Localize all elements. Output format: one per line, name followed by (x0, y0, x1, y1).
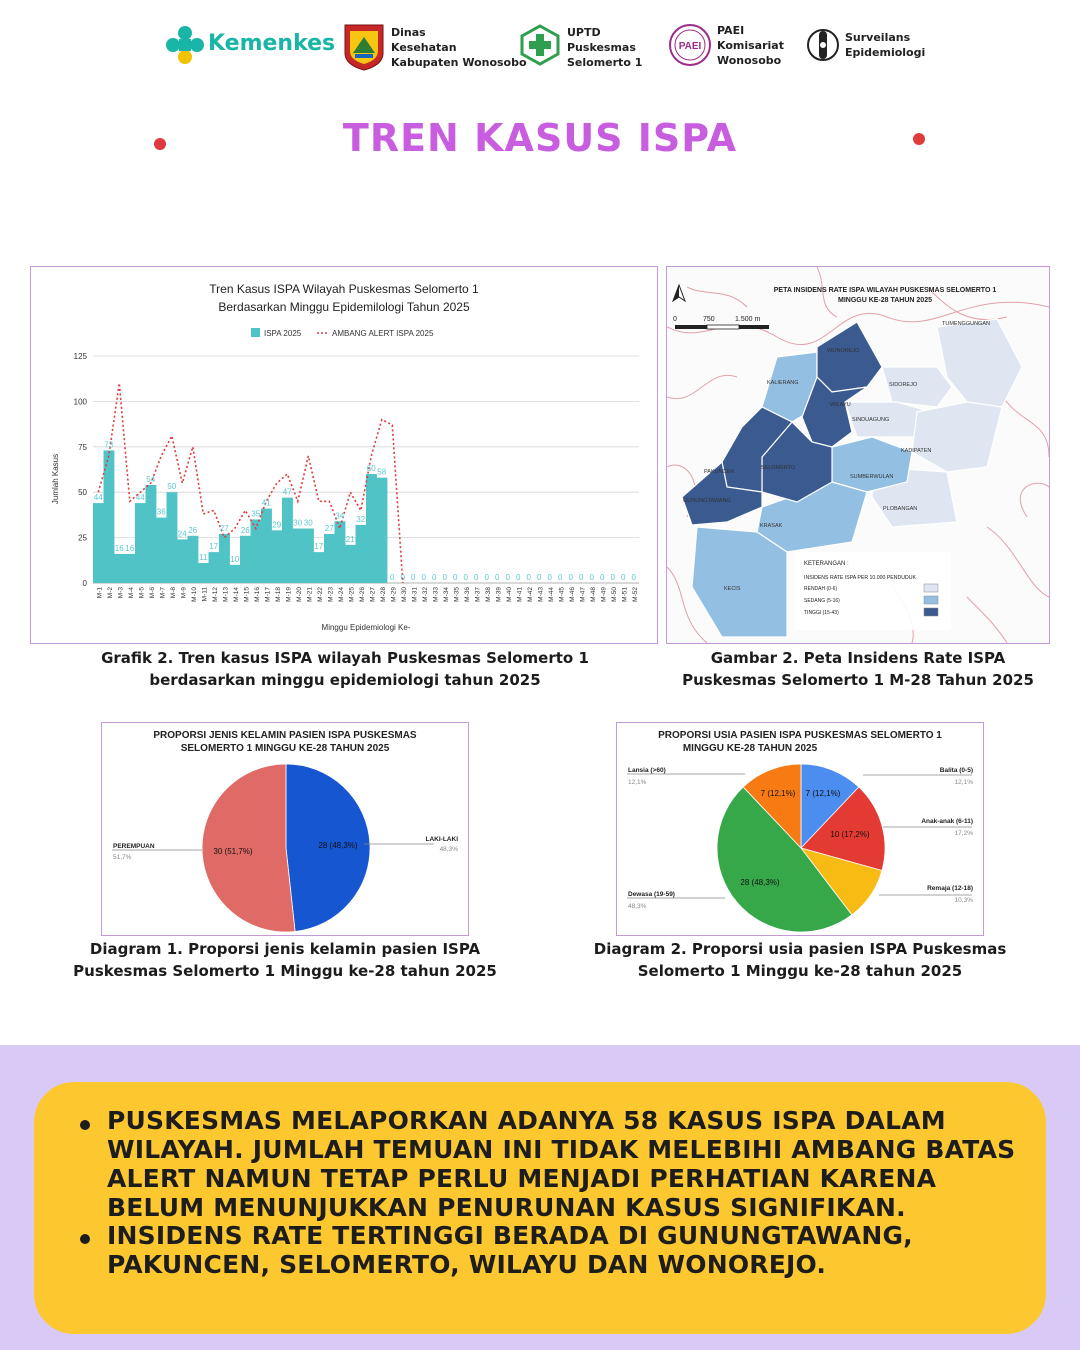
bar-value-label: 21 (345, 534, 355, 544)
bar-value-label: 36 (156, 507, 166, 517)
svg-text:1.500 m: 1.500 m (735, 316, 761, 323)
bar-M-27 (366, 474, 377, 583)
bar-M-3 (114, 554, 125, 583)
legend-balita-pct: 12,1% (954, 779, 973, 786)
bar-M-7 (156, 518, 167, 583)
svg-text:INSIDENS RATE ISPA PER 10.000: INSIDENS RATE ISPA PER 10.000 PENDUDUK (804, 575, 916, 581)
x-tick-label: M-14 (232, 587, 240, 602)
bar-M-21 (303, 529, 314, 583)
caption-diagram1: Diagram 1. Proporsi jenis kelamin pasien ISPA Puskesmas Selomerto 1 Minggu ke-28 tahun 2025 (73, 940, 497, 980)
bar-M-22 (314, 552, 325, 583)
bar-value-label: 47 (282, 487, 292, 497)
slice-label-dewasa: 28 (48,3%) (740, 878, 780, 887)
x-tick-label: M-37 (474, 587, 482, 602)
bar-value-label: 35 (251, 509, 261, 519)
bar-value-label: 0 (568, 573, 573, 582)
svg-text:KETERANGAN :: KETERANGAN : (804, 561, 849, 567)
y-tick-label: 125 (73, 352, 87, 361)
bar-value-label: 0 (474, 573, 479, 582)
bar-M-1 (93, 503, 104, 583)
map-title-line1: PETA INSIDENS RATE ISPA WILAYAH PUSKESMAS SELOMERTO 1 (773, 287, 997, 294)
legend-remaja-pct: 10,3% (954, 897, 973, 904)
bar-value-label: 0 (537, 573, 542, 582)
bar-value-label: 0 (589, 573, 594, 582)
puskesmas-logo-icon (520, 24, 560, 66)
paei-logo-icon (668, 23, 712, 67)
legend-lansia-pct: 12,1% (628, 779, 647, 786)
bar-value-label: 0 (505, 573, 510, 582)
bar-value-label: 16 (125, 543, 135, 553)
legend-dewasa-name: Dewasa (19-59) (628, 891, 675, 898)
legend-remaja-name: Remaja (12-18) (927, 885, 973, 892)
kemenkes-wordmark: Kemenkes (208, 31, 336, 56)
y-tick-label: 75 (78, 442, 87, 452)
x-tick-label: M-30 (400, 587, 408, 602)
bullet-dot-2 (80, 1234, 90, 1244)
map-label-krasak: KRASAK (760, 523, 783, 529)
bar-M-17 (261, 509, 272, 583)
map-label-sinduagung: SINDUAGUNG (852, 417, 890, 423)
gender-pie-chart (102, 723, 468, 935)
dinkes-label: Dinas Kesehatan Kabupaten Wonosobo (391, 26, 527, 69)
bar-value-label: 0 (442, 573, 447, 582)
x-tick-label: M-3 (117, 587, 125, 599)
x-tick-label: M-45 (558, 587, 566, 602)
map-label-sumberwulan: SUMBERWULAN (850, 474, 894, 480)
trend-chart-panel (30, 266, 658, 644)
x-tick-label: M-23 (327, 587, 335, 602)
bar-value-label: 26 (188, 525, 198, 535)
bullet-dot-1 (80, 1120, 90, 1130)
x-tick-label: M-36 (463, 587, 471, 602)
legend-bar-swatch (251, 328, 260, 337)
bar-value-label: 34 (335, 511, 345, 521)
bar-M-4 (125, 554, 136, 583)
bar-M-14 (230, 565, 241, 583)
bar-M-18 (272, 530, 283, 583)
x-tick-label: M-19 (285, 587, 293, 602)
x-tick-label: M-43 (537, 587, 545, 602)
x-tick-label: M-22 (316, 587, 324, 602)
x-tick-label: M-32 (421, 587, 429, 602)
bar-value-label: 0 (547, 573, 552, 582)
age-title-line2: MINGGU KE-28 TAHUN 2025 (682, 743, 818, 754)
surveilans-logo-icon (806, 23, 840, 67)
x-tick-label: M-8 (169, 587, 177, 599)
bar-M-19 (282, 498, 293, 583)
bar-value-label: 0 (526, 573, 531, 582)
legend-anak-name: Anak-anak (6-11) (921, 818, 973, 825)
legend-bar-label: ISPA 2025 (264, 329, 302, 338)
x-tick-label: M-31 (411, 587, 419, 602)
x-tick-label: M-7 (159, 587, 167, 599)
x-tick-label: M-44 (547, 587, 555, 602)
map-label-selomerto: SELOMERTO (761, 465, 796, 471)
x-tick-label: M-38 (484, 587, 492, 602)
bar-value-label: 30 (293, 518, 303, 528)
bar-value-label: 44 (93, 493, 103, 503)
bar-value-label: 27 (219, 523, 229, 533)
map-legend (795, 552, 951, 630)
kemenkes-logo-icon (165, 25, 205, 65)
x-tick-label: M-25 (348, 587, 356, 602)
x-tick-label: M-1 (96, 587, 104, 599)
x-tick-label: M-28 (379, 587, 387, 602)
bar-M-26 (356, 525, 367, 583)
x-tick-label: M-27 (369, 587, 377, 602)
map-label-kecis: KECIS (724, 586, 741, 592)
summary-bullet-1: PUSKESMAS MELAPORKAN ADANYA 58 KASUS ISPA DALAM WILAYAH. JUMLAH TEMUAN INI TIDAK MELEBIHI AMBANG BATAS ALERT NAMUN TETAP PERLU MENJADI PERHATIAN KARENA BELUM MENUNJUKKAN PENURUNAN KASUS SIGNIFIKAN. (107, 1106, 1016, 1222)
y-tick-label: 0 (82, 579, 87, 588)
x-tick-label: M-17 (264, 587, 272, 602)
legend-anak-pct: 17,2% (954, 830, 973, 837)
x-tick-label: M-6 (148, 587, 156, 599)
map-label-gunungtawang: GUNUNGTAWANG (683, 498, 731, 504)
x-tick-label: M-15 (243, 587, 251, 602)
bar-value-label: 32 (356, 514, 366, 524)
bar-value-label: 0 (610, 573, 615, 582)
age-title-line1: PROPORSI USIA PASIEN ISPA PUSKESMAS SELOMERTO 1 (658, 730, 942, 741)
legend-dewasa-pct: 48,3% (628, 903, 647, 910)
x-tick-label: M-49 (600, 587, 608, 602)
map-label-wilayu: WILAYU (830, 402, 851, 408)
bar-value-label: 0 (453, 573, 458, 582)
bar-M-6 (146, 485, 157, 583)
bar-value-label: 60 (366, 464, 376, 474)
legend-lansia-name: Lansia (>60) (628, 767, 666, 774)
y-tick-label: 100 (73, 397, 87, 407)
bar-value-label: 0 (411, 573, 416, 582)
bar-value-label: 26 (240, 525, 250, 535)
bar-M-13 (219, 534, 230, 583)
x-tick-label: M-18 (274, 587, 282, 602)
bar-value-label: 17 (314, 542, 324, 552)
x-tick-label: M-26 (358, 587, 366, 602)
bar-M-11 (198, 563, 209, 583)
bar-value-label: 0 (495, 573, 500, 582)
age-pie-panel (616, 722, 984, 936)
x-tick-label: M-48 (589, 587, 597, 602)
chart-title: Tren Kasus ISPA Wilayah Puskesmas Selomerto 1 (209, 282, 479, 296)
bar-M-25 (345, 545, 356, 583)
gender-pie-panel (101, 722, 469, 936)
x-tick-label: M-11 (201, 587, 209, 602)
map-title-line2: MINGGU KE-28 TAHUN 2025 (837, 297, 933, 304)
slice-label-perempuan: 30 (51,7%) (213, 847, 253, 856)
bar-value-label: 29 (272, 520, 282, 530)
x-tick-label: M-2 (106, 587, 114, 599)
map-label-plobangan: PLOBANGAN (883, 506, 918, 512)
bar-value-label: 11 (199, 553, 208, 563)
bar-M-10 (188, 536, 199, 583)
bar-M-5 (135, 503, 146, 583)
bar-value-label: 50 (167, 482, 177, 492)
x-tick-label: M-13 (222, 587, 230, 602)
bar-value-label: 24 (177, 529, 187, 539)
bar-value-label: 0 (516, 573, 521, 582)
bar-value-label: 27 (324, 523, 334, 533)
x-tick-label: M-42 (526, 587, 534, 602)
bar-M-8 (167, 492, 178, 583)
bar-value-label: 41 (261, 498, 271, 508)
svg-text:TINGGI (15-43): TINGGI (15-43) (804, 610, 839, 616)
x-tick-label: M-41 (516, 587, 524, 602)
uptd-label: UPTD Puskesmas Selomerto 1 (567, 26, 643, 69)
svg-text:RENDAH (0-6): RENDAH (0-6) (804, 586, 838, 592)
caption-gambar2: Gambar 2. Peta Insidens Rate ISPA Puskesmas Selomerto 1 M-28 Tahun 2025 (682, 649, 1034, 689)
y-axis-label: Jumlah Kasus (51, 453, 60, 505)
bar-value-label: 0 (600, 573, 605, 582)
bar-value-label: 10 (230, 554, 240, 564)
bar-M-15 (240, 536, 251, 583)
bar-M-12 (209, 552, 220, 583)
x-tick-label: M-4 (127, 587, 135, 599)
bar-value-label: 58 (377, 467, 387, 477)
bar-value-label: 0 (400, 573, 405, 582)
x-tick-label: M-29 (390, 587, 398, 602)
map-label-sidorejo: SIDOREJO (889, 382, 918, 388)
map-panel (666, 266, 1050, 644)
bar-value-label: 0 (621, 573, 626, 582)
legend-alert-label: AMBANG ALERT ISPA 2025 (332, 329, 434, 338)
svg-text:SEDANG (5-16): SEDANG (5-16) (804, 598, 840, 604)
slice-label-anak: 10 (17,2%) (830, 830, 870, 839)
bar-M-9 (177, 539, 188, 583)
bar-M-24 (335, 521, 346, 583)
x-tick-label: M-21 (306, 587, 314, 602)
x-tick-label: M-50 (610, 587, 618, 602)
trend-chart (31, 267, 657, 643)
bar-M-23 (324, 534, 335, 583)
slice-label-balita: 7 (12,1%) (805, 789, 841, 798)
x-tick-label: M-9 (180, 587, 188, 599)
age-pie-chart (617, 723, 983, 935)
page-title: TREN KASUS ISPA (342, 116, 738, 160)
y-tick-label: 50 (78, 488, 87, 498)
bar-value-label: 73 (104, 440, 114, 450)
surveilans-label: Surveilans Epidemiologi (845, 31, 926, 59)
x-tick-label: M-51 (621, 587, 629, 602)
bar-value-label: 16 (114, 543, 124, 553)
legend-perempuan-pct: 51,7% (113, 854, 132, 861)
bar-value-label: 0 (390, 573, 395, 582)
legend-laki-pct: 48,3% (439, 846, 458, 853)
legend-laki-name: LAKI-LAKI (425, 836, 458, 843)
svg-text:750: 750 (703, 316, 715, 323)
y-tick-label: 25 (78, 533, 87, 543)
bar-value-label: 44 (135, 493, 145, 503)
x-tick-label: M-33 (432, 587, 440, 602)
chart-subtitle: Berdasarkan Minggu Epidemilologi Tahun 2025 (218, 300, 470, 314)
caption-grafik2: Grafik 2. Tren kasus ISPA wilayah Puskesmas Selomerto 1 berdasarkan minggu epidemiologi tahun 2025 (101, 649, 589, 689)
x-tick-label: M-10 (190, 587, 198, 602)
bar-M-28 (377, 478, 388, 583)
summary-box (34, 1082, 1046, 1334)
bar-value-label: 54 (146, 474, 156, 484)
summary-bullet-2: INSIDENS RATE TERTINGGI BERADA DI GUNUNGTAWANG, PAKUNCEN, SELOMERTO, WILAYU DAN WONOREJO. (107, 1221, 913, 1279)
paei-badge-text: PAEI (678, 41, 702, 52)
gender-title-line1: PROPORSI JENIS KELAMIN PASIEN ISPA PUSKESMAS (153, 730, 417, 741)
svg-text:0: 0 (673, 316, 677, 323)
bar-value-label: 17 (209, 542, 219, 552)
map-label-tumenggungan: TUMENGGUNGAN (942, 321, 990, 327)
x-tick-label: M-35 (453, 587, 461, 602)
bar-value-label: 0 (484, 573, 489, 582)
map-label-kadipaten: KADIPATEN (901, 448, 932, 454)
paei-label: PAEI Komisariat Wonosobo (717, 24, 784, 67)
legend-perempuan-name: PEREMPUAN (113, 843, 155, 850)
bar-value-label: 0 (463, 573, 468, 582)
x-tick-label: M-20 (295, 587, 303, 602)
bar-value-label: 30 (303, 518, 313, 528)
x-tick-label: M-5 (138, 587, 146, 599)
x-tick-label: M-16 (253, 587, 261, 602)
incidence-map (667, 267, 1049, 643)
wonosobo-crest-icon (343, 23, 385, 71)
x-tick-label: M-24 (337, 587, 345, 602)
bar-value-label: 0 (432, 573, 437, 582)
slice-label-laki: 28 (48,3%) (318, 841, 358, 850)
x-tick-label: M-47 (579, 587, 587, 602)
x-tick-label: M-40 (505, 587, 513, 602)
gender-title-line2: SELOMERTO 1 MINGGU KE-28 TAHUN 2025 (180, 743, 390, 754)
bar-M-20 (293, 529, 304, 583)
map-label-kalierang: KALIERANG (767, 380, 799, 386)
x-tick-label: M-46 (568, 587, 576, 602)
bar-value-label: 0 (421, 573, 426, 582)
legend-balita-name: Balita (0-5) (939, 767, 973, 774)
x-axis-label: Minggu Epidemiologi Ke- (321, 623, 411, 632)
slice-label-lansia: 7 (12,1%) (760, 789, 796, 798)
map-label-wonorejo: WONOREJO (827, 348, 860, 354)
x-tick-label: M-39 (495, 587, 503, 602)
bar-value-label: 0 (579, 573, 584, 582)
x-tick-label: M-52 (631, 587, 639, 602)
caption-diagram2: Diagram 2. Proporsi usia pasien ISPA Puskesmas Selomerto 1 Minggu ke-28 tahun 2025 (593, 940, 1007, 980)
bar-value-label: 0 (631, 573, 636, 582)
x-tick-label: M-34 (442, 587, 450, 602)
header-logos (0, 15, 1080, 75)
bar-value-label: 0 (558, 573, 563, 582)
map-label-pakuncen: PAKUNCEN (704, 469, 735, 475)
x-tick-label: M-12 (211, 587, 219, 602)
